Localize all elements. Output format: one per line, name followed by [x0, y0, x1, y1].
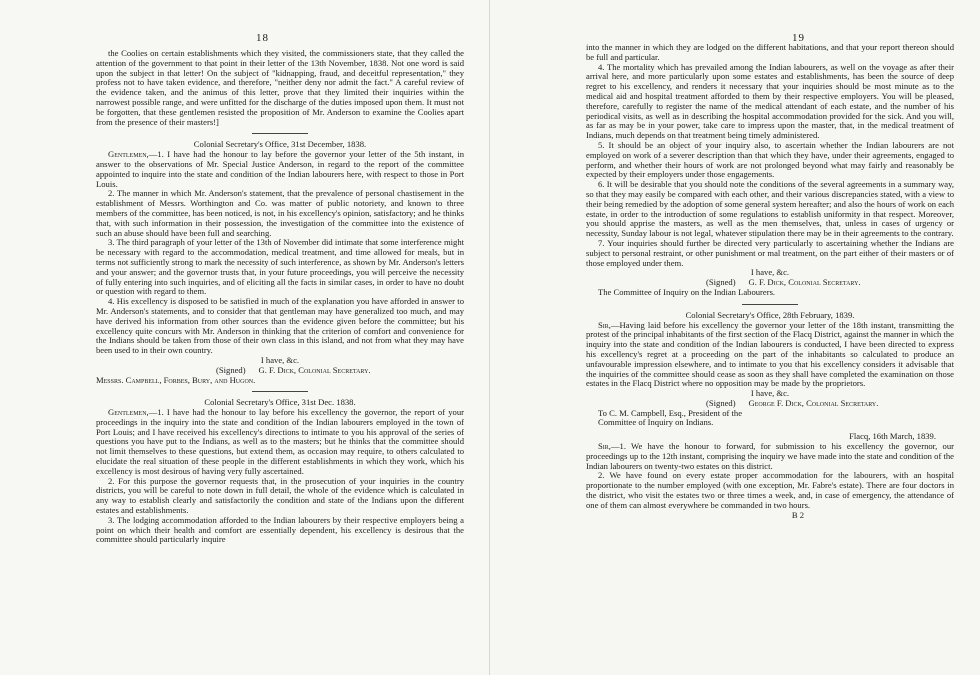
letter1-addressees: Messrs. Campbell, Forbes, Bury, and Hugon.	[96, 374, 256, 385]
closing-1: I have, &c.	[750, 267, 790, 278]
letter2-paragraph-3: 3. The lodging accommodation afforded to the Indian labourers by their respective employers being a point on which their health and comfort are essentially dependent, his excellency is desirous that the committee should particularly inquire	[96, 514, 464, 545]
letter4-paragraph-2: 2. We have found on every estate proper accommodation for the labourers, with an hospital proportionate to the number employed (with one exception, Mr. Fabre's estate). There are four doctors in the district, who visit the estates two or three times a week, and, in case of emergency, the attendance of one of them can almost everywhere be commanded in two hours.	[586, 470, 954, 510]
letter3-salutation: Sir,	[598, 319, 611, 330]
letter3-addressee-line1: To C. M. Campbell, Esq., President of the	[598, 407, 743, 418]
paragraph-5: 5. It should be an object of your inquiry also, to ascertain whether the Indian labourers are not employed on work of a severer description than that which they have, under their agreements, engaged to perform, and whether their hours of work are not prolonged beyond what may fairly and reasonably be expected by their employers under those engagements.	[586, 139, 954, 180]
letter3-addressee-line2: Committee of Inquiry on Indians.	[598, 417, 714, 428]
letter1-signer: G. F. Dick, Colonial Secretary.	[258, 364, 371, 375]
section-divider	[252, 133, 308, 134]
section-divider	[252, 391, 308, 392]
continuation-paragraph: into the manner in which they are lodged on the different habitations, and that your report thereon should be full and particular.	[586, 42, 954, 62]
letter3-heading: Colonial Secretary's Office, 28th February, 1839.	[685, 309, 855, 320]
addressee-1: The Committee of Inquiry on the Indian Labourers.	[598, 286, 776, 297]
letter3-signer: George F. Dick, Colonial Secretary.	[748, 397, 879, 408]
letter3-closing: I have, &c.	[750, 388, 790, 399]
page-number-right: 19	[792, 32, 805, 44]
paragraph-6: 6. It will be desirable that you should note the conditions of the several agreements in a summary way, so that they may easily be compared with each other, and their various discrepancies stated, with a view to their being remedied by the adoption of some general system hereafter; and also the hours of work on each estate, in order to the introduction of some regulations to establish uniformity in that respect. Moreover, you should apprise the masters, as well as the men themselves, that, unless in cases of urgency or necessity, Sunday labour is not legal, whatever stipulation there may be in their agreements to the contrary.	[586, 179, 954, 239]
letter1-closing: I have, &c.	[260, 354, 300, 365]
section-divider	[742, 304, 798, 305]
letter2-paragraph-2: 2. For this purpose the governor requests that, in the prosecution of your inquiries in the country districts, you will be careful to note down in full detail, the whole of the evidence which is calculated in any way to establish clearly and satisfactorily the condition and state of the Indians upon the different estates and establishments.	[96, 475, 464, 516]
right-text-column	[586, 43, 954, 520]
letter1-paragraph-2: 2. The manner in which Mr. Anderson's statement, that the prevalence of personal chastisement in the establishment of Messrs. Worthington and Co. was matter of public notoriety, and known to three members of the committee, has been noticed, is not, in his excellency's opinion, satisfactory; and he thinks that, with such information in their possession, the investigation of the committee into the existence of such an abuse should have been full and searching.	[96, 188, 464, 238]
intro-paragraph: the Coolies on certain establishments which they visited, the commissioners state, that they called the attention of the government to that point in their letter of the 13th November, 1838. Not one word is said upon the subject in that letter! On the subject of "kidnapping, fraud, and deceitful representation," they profess not to have taken evidence, and therefore, "neither deny nor admit the fact." A careful review of the evidence taken, and the animus of this letter, prove that they limited their inquiries within the narrowest possible range, and were unfitted for the discharge of the duties imposed upon them. It must not be forgotten, that these gentlemen resisted the proposition of Mr. Anderson to examine the Coolies apart from the presence of their masters!]	[96, 48, 464, 127]
letter1-signed: (Signed)	[216, 364, 246, 375]
letter4-heading: Flacq, 16th March, 1839.	[849, 431, 936, 442]
letter4-paragraph-1	[586, 442, 954, 471]
letter2-paragraph-1	[96, 408, 464, 477]
letter2-paragraph-1-text: —1. I have had the honour to lay before his excellency the governor, the report of your proceedings in the inquiry into the state and condition of the Indian labourers employed in the town of Port Louis; and I have received his excellency's directions to intimate to you his approval of the series of questions you have put to the Indians, as well as to the masters; but he thinks that the committee should not limit themselves to these questions, but extend them, as occasion may require, to others calculated to elucidate the real situation of these people in the different establishments in which they work, which his excellency is most desirous of having very fully ascertained.	[96, 407, 464, 476]
letter3-body	[586, 321, 954, 390]
letter1-paragraph-3: 3. The third paragraph of your letter of the 13th of November did intimate that some interference might be necessary with regard to the accommodation, medical treatment, and time allowed for meals, but in terms not sufficiently strong to mark the necessity of such interference, as shown by Mr. Anderson's letters and your answer; and the governor trusts that, in your future proceedings, you will perceive the necessity of fully entering into such inquiries, and of eliciting all the facts in similar cases, in order to have no doubt or question with regard to them.	[96, 237, 464, 297]
letter1-heading: Colonial Secretary's Office, 31st December, 1838.	[193, 139, 367, 150]
letter2-salutation: Gentlemen,	[108, 407, 149, 418]
signer-1: G. F. Dick, Colonial Secretary.	[748, 277, 861, 288]
letter1-salutation: Gentlemen,	[108, 149, 149, 160]
signed-1: (Signed)	[706, 277, 736, 288]
paragraph-7: 7. Your inquiries should further be directed very particularly to ascertaining whether the Indians are subject to personal restraint, or other punishment or mal treatment, on the part either of their masters or of those employed under them.	[586, 237, 954, 268]
letter1-paragraph-4: 4. His excellency is disposed to be satisfied in much of the explanation you have afforded in answer to Mr. Anderson's statements, and to consider that that gentleman may have generalized too much, and may have derived his information from other sources than the evidence given before the committee; but his excellency quite concurs with Mr. Anderson in thinking that the criterion of comfort and convenience for the Indians should be taken from those of their own class in this island, and not from what they may have been used to in their own country.	[96, 296, 464, 356]
letter3-signed: (Signed)	[706, 397, 736, 408]
letter3-body-text: —Having laid before his excellency the governor your letter of the 18th instant, transmitting the protest of the principal inhabitants of the first section of the Flacq District, against the manner in which the inquiry into the state and condition of the Indian labourers is conducted, I have been directed to express his excellency's regret at a proceeding on the part of the inhabitants so calculated to produce an unfavourable impression elsewhere, and to intimate to you that his excellency considers it advisable that the inquiries of the committee should cease as soon as they shall have completed the examination on those estates in the Flacq District where no opposition may be made by the proprietors.	[586, 319, 954, 389]
left-text-column	[96, 49, 464, 545]
letter2-heading: Colonial Secretary's Office, 31st Dec. 1838.	[204, 397, 356, 408]
letter1-paragraph-1-text: —1. I have had the honour to lay before the governor your letter of the 5th instant, in answer to the observations of Mr. Special Justice Anderson, in regard to the report of the committee appointed to inquire into the state and condition of the Indian labourers here, with respect to those in Port Louis.	[96, 149, 464, 189]
letter4-paragraph-1-text: —1. We have the honour to forward, for submission to his excellency the governor, our proceedings up to the 12th instant, comprising the inquiry we have made into the state and condition of the Indian labourers on twenty-two estates on this district.	[586, 441, 954, 471]
letter4-salutation: Sir,	[598, 441, 611, 452]
paragraph-4: 4. The mortality which has prevailed among the Indian labourers, as well on the voyage as after their arrival here, and more particularly upon some estates and establishments, has been the source of deep regret to his excellency, and renders it necessary that your inquiries should be most minute as to the medical aid and hospital treatment afforded to them by their respective employers. You will be pleased, therefore, carefully to register the name of the medical attendant of each estate, and the number of his periodical visits, as well as in describing the hospital accommodation provided for the sick. And you will, as far as may be in your power, take care to impress upon the master, that, in the medical treatment of Indians, much depends on that treatment being timely administered.	[586, 61, 954, 141]
letter1-paragraph-1	[96, 150, 464, 189]
right-page	[490, 0, 980, 675]
page-number-left: 18	[256, 32, 269, 44]
signature-mark: B 2	[791, 509, 804, 520]
